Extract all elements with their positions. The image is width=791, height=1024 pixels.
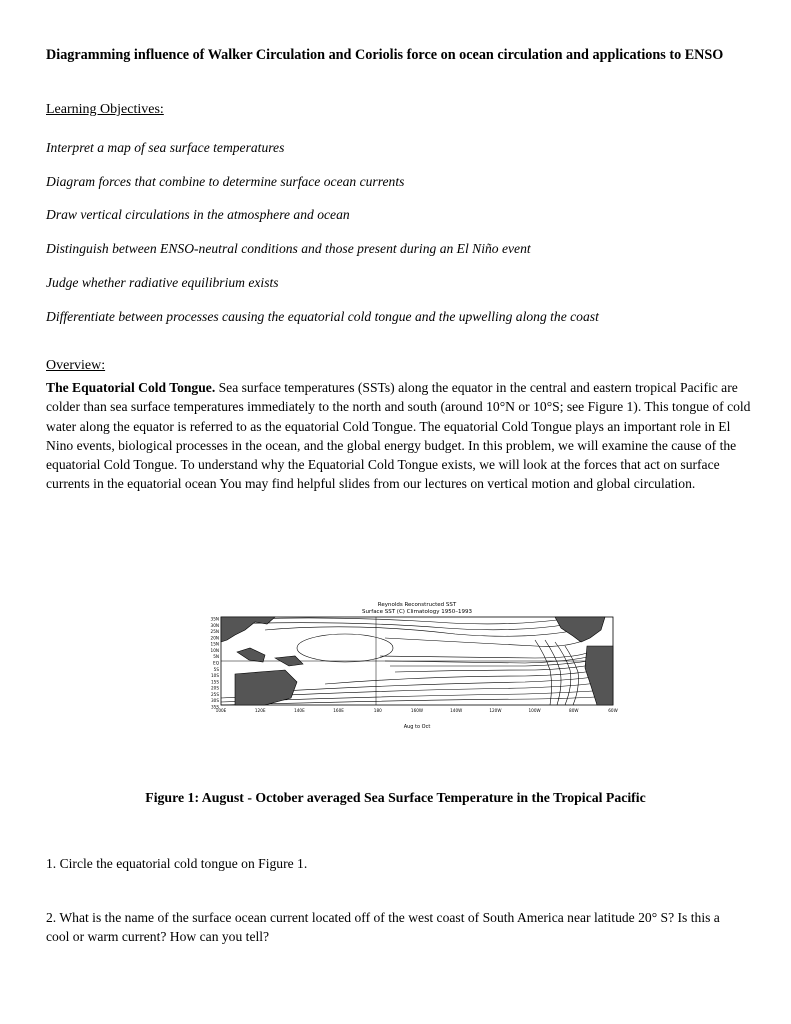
longitude-label: 180 (373, 708, 382, 713)
latitude-label: 20N (210, 635, 219, 641)
longitude-labels (216, 708, 618, 713)
longitude-label: 100W (528, 708, 541, 713)
figure-period: Aug to Oct (403, 724, 431, 730)
longitude-label: 140E (294, 708, 305, 713)
latitude-label: EQ (213, 660, 219, 666)
longitude-label: 160E (333, 708, 344, 713)
figure-title: Reynolds Reconstructed SST (377, 602, 457, 608)
objective-item: Diagram forces that combine to determine surface ocean currents (46, 174, 405, 189)
latitude-label: 20S (211, 685, 219, 691)
longitude-label: 60W (608, 708, 618, 713)
objective-item: Interpret a map of sea surface temperatures (46, 140, 285, 155)
longitude-label: 120E (254, 708, 266, 713)
document-title: Diagramming influence of Walker Circulation and Coriolis force on ocean circulation and applications to ENSO (46, 47, 724, 63)
question-1: 1. Circle the equatorial cold tongue on Figure 1. (46, 856, 308, 871)
objectives-heading: Learning Objectives: (46, 102, 164, 117)
overview-heading: Overview: (46, 358, 106, 373)
latitude-label: 25N (210, 629, 219, 635)
longitude-label: 100E (215, 708, 227, 713)
longitude-label: 140W (450, 708, 463, 713)
question-2: 2. What is the name of the surface ocean current located off of the west coast of South America near latitude 20° S? Is this a cool or warm current? How can you tell? (46, 910, 720, 945)
objective-item: Judge whether radiative equilibrium exists (46, 275, 279, 290)
sst-map (205, 600, 620, 732)
latitude-label: 30N (210, 622, 219, 628)
figure-subtitle: Surface SST (C) Climatology 1950–1993 (362, 609, 472, 615)
latitude-labels (211, 617, 220, 710)
objective-item: Draw vertical circulations in the atmosphere and ocean (46, 207, 350, 222)
latitude-label: 35N (210, 616, 219, 622)
latitude-label: 15N (210, 641, 219, 647)
latitude-label: 10N (210, 647, 219, 653)
latitude-label: 5N (213, 654, 219, 660)
latitude-label: 35S (211, 704, 219, 710)
latitude-label: 15S (211, 679, 219, 685)
longitude-label: 160W (410, 708, 424, 713)
overview-text: Sea surface temperatures (SSTs) along the equator in the central and eastern tropical Pacific are colder than sea surface temperatures immediately to the north and south (around 10°N or 10°S; see Figure 1). This tongue of cold water along the equator is referred to as the equatorial Cold Tongue. The equatorial Cold Tongue plays an important role in El Nino events, biological processes in the ocean, and the global energy budget. In this problem, we will examine the cause of the equatorial Cold Tongue. To understand why the Equatorial Cold Tongue exists, we will look at the forces that act on surface currents in the equatorial ocean You may find helpful slides from our lectures on vertical motion and global circulation. (46, 380, 751, 492)
overview-paragraph (46, 378, 751, 494)
latitude-label: 25S (211, 691, 219, 697)
latitude-label: 5S (213, 666, 219, 672)
longitude-label: 80W (569, 708, 579, 713)
latitude-label: 10S (211, 673, 219, 679)
latitude-label: 30S (211, 698, 219, 704)
objective-item: Differentiate between processes causing the equatorial cold tongue and the upwelling along the coast (46, 309, 599, 324)
sst-figure (205, 600, 620, 732)
objective-item: Distinguish between ENSO-neutral conditions and those present during an El Niño event (46, 241, 531, 256)
longitude-label: 120W (489, 708, 502, 713)
overview-lead: The Equatorial Cold Tongue. (46, 380, 216, 395)
figure-caption: Figure 1: August - October averaged Sea Surface Temperature in the Tropical Pacific (145, 790, 646, 805)
